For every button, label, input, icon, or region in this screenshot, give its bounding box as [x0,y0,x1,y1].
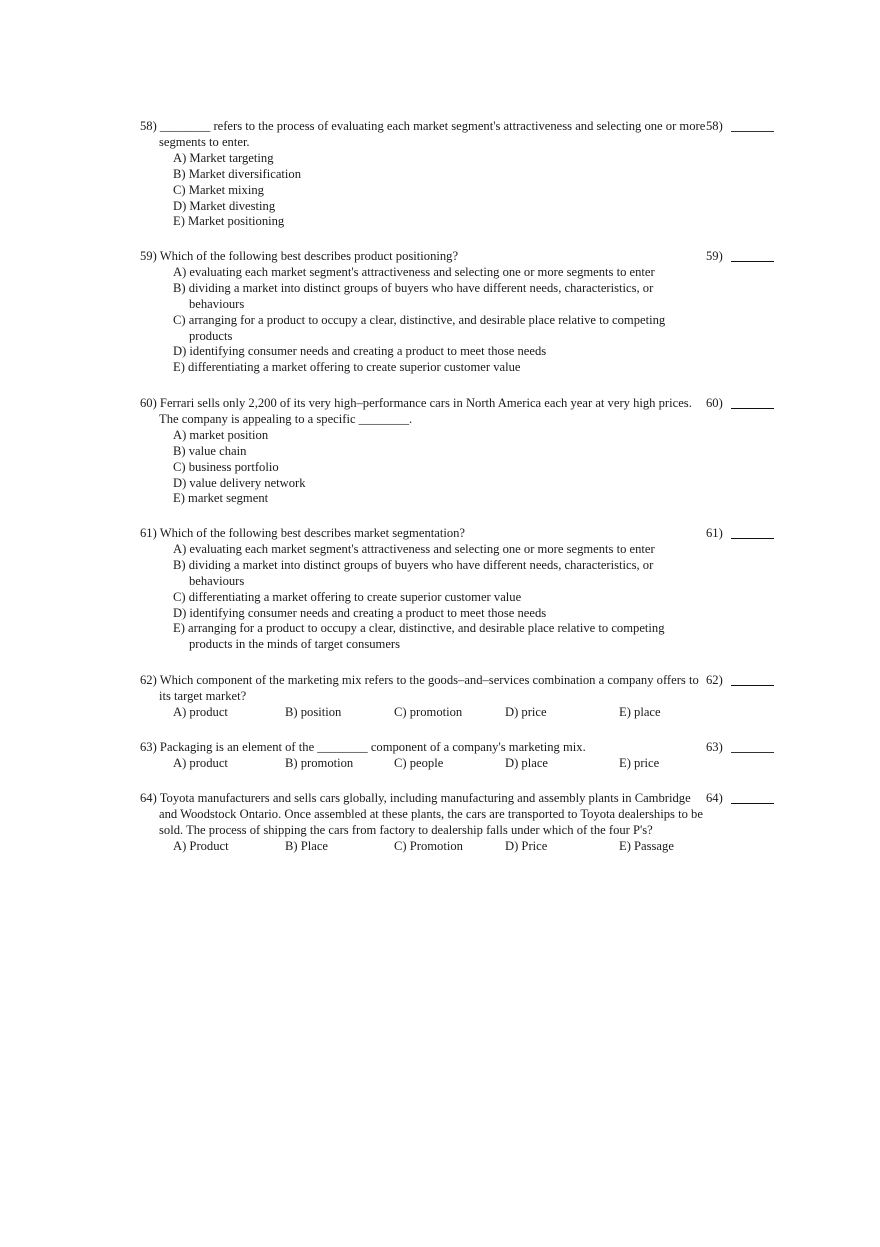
option-c: C) people [394,755,444,770]
answer-number: 64) [706,791,723,805]
option-d: D) identifying consumer needs and creating a product to meet those needs [173,344,547,359]
options-row [173,705,780,721]
question-stem: 58) ________ refers to the process of evaluating each market segment's attractiveness and selecting one or more segments to enter. [140,119,706,149]
answer-number: 60) [706,396,723,410]
answer-number: 61) [706,526,723,540]
question-63 [140,740,780,772]
options-list [140,542,780,653]
question-stem: 60) Ferrari sells only 2,200 of its very high–performance cars in North America each year at very high prices. The company is appealing to a specific ________. [140,396,692,426]
option-e: E) Market positioning [173,214,285,229]
option-b: B) Place [285,838,329,853]
question-62 [140,673,780,721]
option-b: B) position [285,704,342,719]
answer-number: 58) [706,119,723,133]
answer-blank[interactable] [731,752,774,753]
option-a: A) market position [173,427,269,442]
option-b: B) dividing a market into distinct groups of buyers who have different needs, characteristics, or behaviours [173,280,654,311]
option-e: E) place [619,704,661,719]
option-c: C) Market mixing [173,182,264,197]
option-e: E) Passage [619,838,674,853]
options-list [140,151,780,231]
option-d: D) price [505,704,547,719]
question-stem: 63) Packaging is an element of the ________ component of a company's marketing mix. [140,740,586,754]
answer-number: 62) [706,673,723,687]
question-61 [140,526,780,653]
question-58 [140,119,780,230]
option-c: C) arranging for a product to occupy a clear, distinctive, and desirable place relative to competing products [173,312,666,343]
options-list [140,428,780,508]
answer-blank[interactable] [731,685,774,686]
option-c: C) differentiating a market offering to create superior customer value [173,589,522,604]
options-row [173,756,780,772]
option-d: D) place [505,755,549,770]
option-a: A) Market targeting [173,150,274,165]
option-b: B) promotion [285,755,354,770]
answer-blank[interactable] [731,261,774,262]
option-d: D) identifying consumer needs and creating a product to meet those needs [173,605,547,620]
question-stem: 62) Which component of the marketing mix refers to the goods–and–services combination a company offers to its target market? [140,673,699,703]
option-a: A) product [173,704,228,719]
option-b: B) value chain [173,443,247,458]
option-a: A) evaluating each market segment's attractiveness and selecting one or more segments to enter [173,264,655,279]
answer-blank[interactable] [731,803,774,804]
option-c: C) promotion [394,704,463,719]
answer-number: 59) [706,249,723,263]
answer-blank[interactable] [731,131,774,132]
options-list [140,265,780,376]
answer-number: 63) [706,740,723,754]
question-stem: 61) Which of the following best describes market segmentation? [140,526,466,540]
option-a: A) Product [173,838,229,853]
option-a: A) evaluating each market segment's attractiveness and selecting one or more segments to enter [173,541,655,556]
question-60 [140,396,780,507]
option-e: E) market segment [173,491,269,506]
question-stem: 59) Which of the following best describes product positioning? [140,249,459,263]
option-a: A) product [173,755,228,770]
option-b: B) dividing a market into distinct groups of buyers who have different needs, characteristics, or behaviours [173,557,654,588]
options-row [173,839,780,855]
answer-blank[interactable] [731,408,774,409]
option-e: E) arranging for a product to occupy a clear, distinctive, and desirable place relative to competing products in the minds of target consumers [173,621,665,652]
question-64 [140,791,780,855]
option-c: C) Promotion [394,838,463,853]
option-d: D) Price [505,838,548,853]
answer-blank[interactable] [731,538,774,539]
option-b: B) Market diversification [173,166,301,181]
question-59 [140,249,780,376]
option-d: D) value delivery network [173,475,306,490]
question-stem: 64) Toyota manufacturers and sells cars globally, including manufacturing and assembly plants in Cambridge and Woodstock Ontario. Once assembled at these plants, the cars are transported to Toyota dealerships to be sold. The process of shipping the cars from factory to dealership falls under which of the four P's? [140,791,703,837]
option-e: E) differentiating a market offering to create superior customer value [173,360,521,375]
option-c: C) business portfolio [173,459,279,474]
option-d: D) Market divesting [173,198,276,213]
option-e: E) price [619,755,660,770]
